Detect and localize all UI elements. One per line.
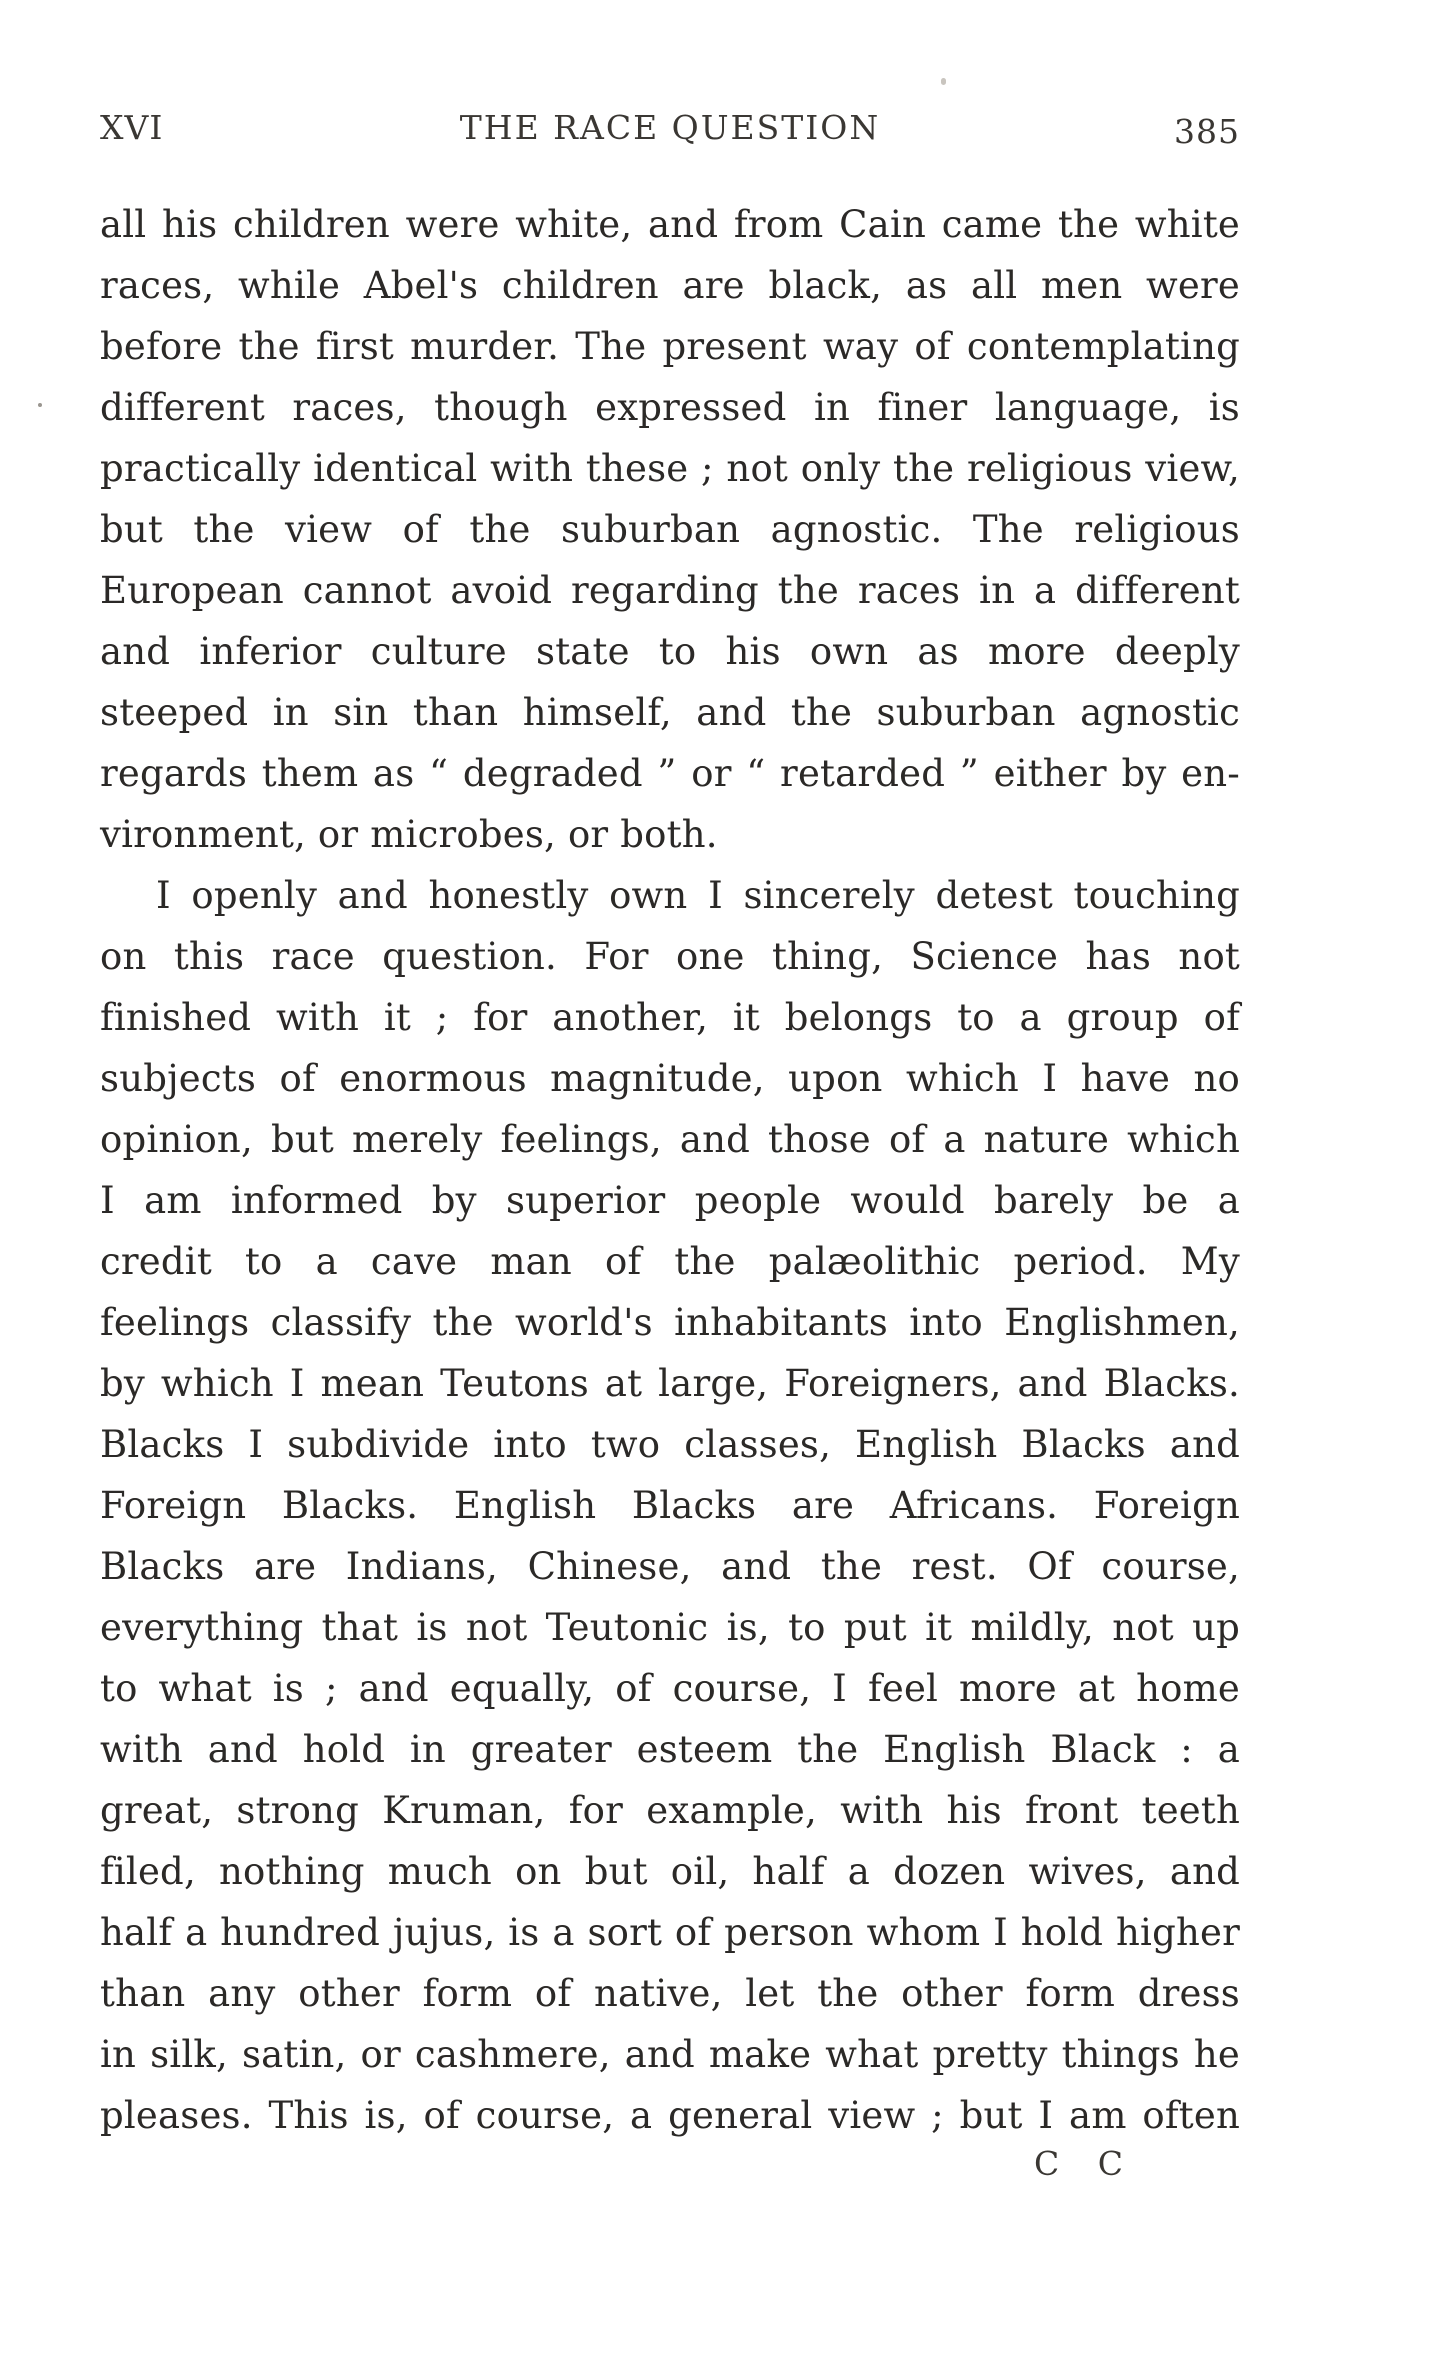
text-line: in silk, satin, or cashmere, and make what pretty things he [100,2033,1240,2076]
text-line: vironment, or microbes, or both. [100,813,718,856]
text-line: filed, nothing much on but oil, half a dozen wives, and [100,1850,1240,1893]
running-title: THE RACE QUESTION [459,108,881,147]
text-line: Blacks are Indians, Chinese, and the rest. Of course, [100,1545,1240,1588]
signature-mark: C C [1034,2144,1137,2183]
margin-mark [38,403,42,407]
text-line: finished with it ; for another, it belongs to a group of [100,996,1240,1039]
text-line: steeped in sin than himself, and the suburban agnostic [100,691,1240,734]
text-line: opinion, but merely feelings, and those of a nature which [100,1118,1240,1161]
chapter-number: XVI [100,108,164,147]
text-line: but the view of the suburban agnostic. The religious [100,508,1240,551]
text-line: half a hundred jujus, is a sort of person whom I hold higher [100,1911,1240,1954]
text-line: all his children were white, and from Cain came the white [100,203,1240,246]
text-line: European cannot avoid regarding the races in a different [100,569,1240,612]
text-line: on this race question. For one thing, Science has not [100,935,1240,978]
text-line: than any other form of native, let the other form dress [100,1972,1240,2015]
text-line: Foreign Blacks. English Blacks are Africans. Foreign [100,1484,1240,1527]
text-line: regards them as “ degraded ” or “ retarded ” either by en- [100,752,1240,795]
text-line: feelings classify the world's inhabitants into Englishmen, [100,1301,1240,1344]
text-line: to what is ; and equally, of course, I feel more at home [100,1667,1240,1710]
text-line: races, while Abel's children are black, as all men were [100,264,1240,307]
paragraph-2 [100,865,1240,2146]
text-line: everything that is not Teutonic is, to put it mildly, not up [100,1606,1240,1649]
paragraph-1 [100,194,1240,865]
text-line: subjects of enormous magnitude, upon which I have no [100,1057,1240,1100]
text-line: before the first murder. The present way of contemplating [100,325,1240,368]
text-line: Blacks I subdivide into two classes, English Blacks and [100,1423,1240,1466]
text-line: great, strong Kruman, for example, with his front teeth [100,1789,1240,1832]
text-line: credit to a cave man of the palæolithic period. My [100,1240,1240,1283]
body-text [100,194,1240,2146]
ink-speck [941,78,946,85]
text-line: different races, though expressed in finer language, is [100,386,1240,429]
running-header [100,108,1240,158]
text-line: practically identical with these ; not only the religious view, [100,447,1240,490]
text-line: pleases. This is, of course, a general view ; but I am often [100,2094,1240,2137]
text-line: and inferior culture state to his own as more deeply [100,630,1240,673]
text-line: by which I mean Teutons at large, Foreigners, and Blacks. [100,1362,1240,1405]
page-number: 385 [1174,112,1240,151]
text-line: I am informed by superior people would barely be a [100,1179,1240,1222]
text-line: I openly and honestly own I sincerely detest touching [156,874,1240,917]
text-line: with and hold in greater esteem the English Black : a [100,1728,1240,1771]
